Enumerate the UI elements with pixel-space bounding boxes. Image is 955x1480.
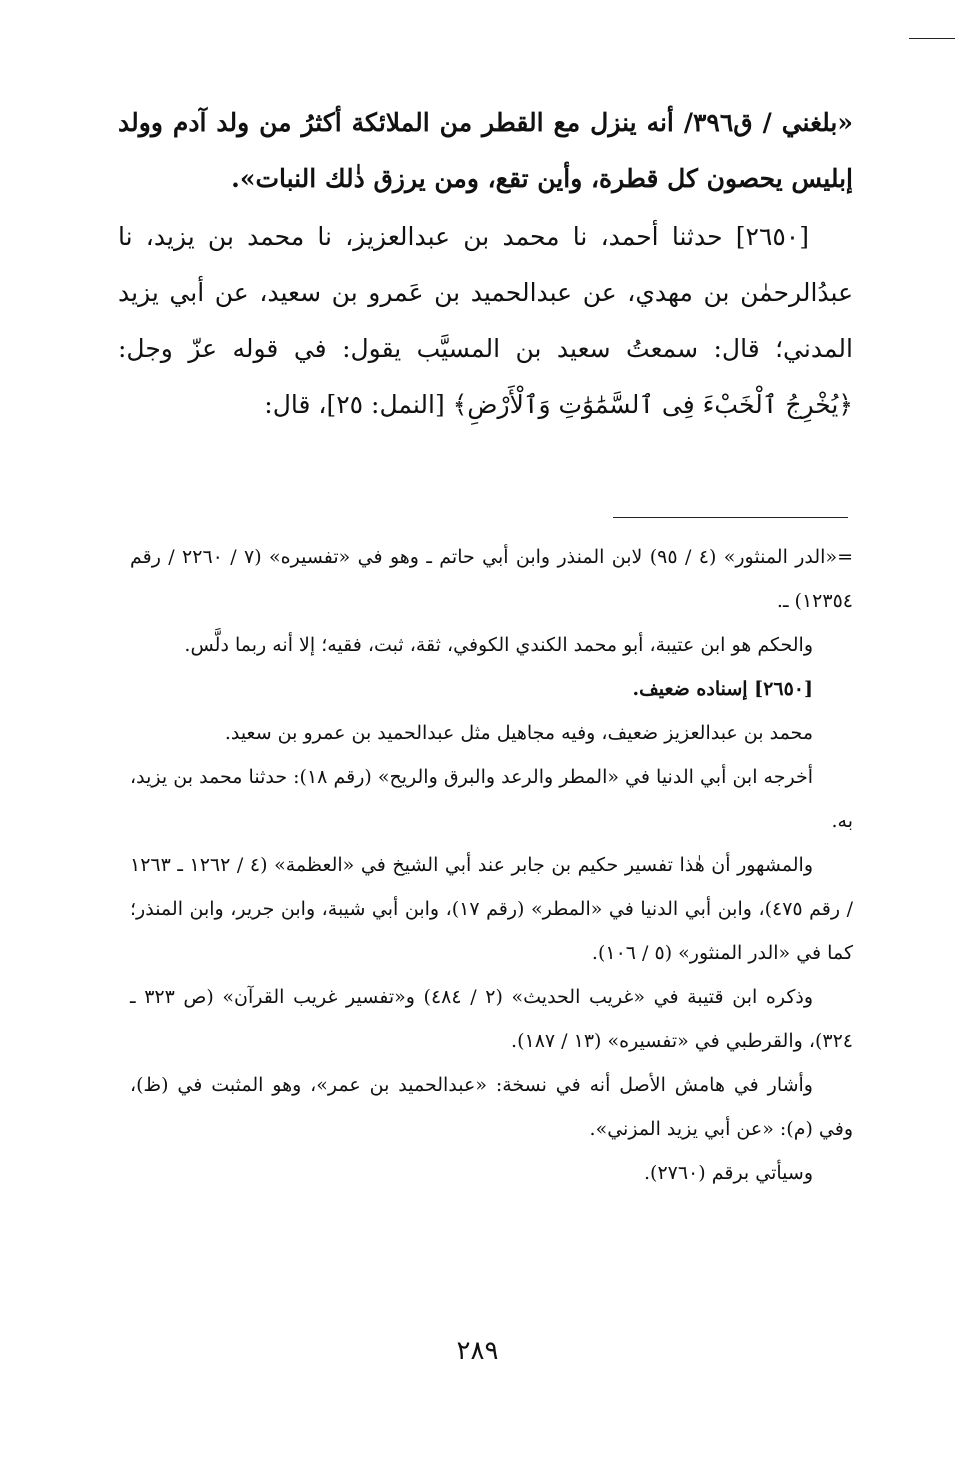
footnote-line: وسيأتي برقم (٢٧٦٠). (643, 1162, 813, 1184)
quote-paragraph: «بلغني / ق٣٩٦/ أنه ينزل مع القطر من الملائكة أكثرُ من ولد آدم وولد إبليس يحصون كل قطرة، وأين تقع، ومن يرزق ذٰلك النبات». (118, 108, 853, 193)
page-number: ٢٨٩ (456, 1336, 499, 1366)
footnote-separator (613, 517, 848, 518)
footnote-line: محمد بن عبدالعزيز ضعيف، وفيه مجاهيل مثل عبدالحميد بن عمرو بن سعيد. (224, 722, 813, 744)
footnote-line: والمشهور أن هٰذا تفسير حكيم بن جابر عند أبي الشيخ في «العظمة» (٤ / ١٢٦٢ ـ ١٢٦٣ / رقم ٤٧٥)، وابن أبي الدنيا في «المطر» (رقم ١٧)، وابن أبي شيبة، وابن جرير، وابن المنذر؛ كما في «الدر المنثور» (٥ / ١٠٦). (130, 854, 854, 964)
header-rule (909, 38, 955, 39)
footnote-line: وذكره ابن قتيبة في «غريب الحديث» (٢ / ٤٨٤) و«تفسير غريب القرآن» (ص ٣٢٣ ـ ٣٢٤)، والقرطبي في «تفسيره» (١٣ / ١٨٧). (130, 986, 853, 1052)
footnote-line: وأشار في هامش الأصل أنه في نسخة: «عبدالحميد بن عمر»، وهو المثبت في (ظ)، وفي (م): «عن أبي يزيد المزني». (130, 1074, 853, 1140)
hadith-text: حدثنا أحمد، نا محمد بن عبدالعزيز، نا محمد بن يزيد، نا عبدُالرحمٰن بن مهدي، عن عبدالحميد بن عَمرو بن سعيد، عن أبي يزيد المدني؛ قال: سمعتُ سعيد بن المسيَّب يقول: في قوله عزّ وجل: ﴿يُخْرِجُ ٱلْخَبْءَ فِى ٱلسَّمَٰوَٰتِ وَٱلْأَرْضِ﴾ [النمل: ٢٥]، قال: (118, 222, 853, 419)
footnote-line: =«الدر المنثور» (٤ / ٩٥) لابن المنذر وابن أبي حاتم ـ وهو في «تفسيره» (٧ / ٢٢٦٠ / رقم ١٢٣٥٤) ـ. (130, 546, 854, 612)
hadith-number: [٢٦٥٠] (735, 222, 809, 251)
footnote-line: أخرجه ابن أبي الدنيا في «المطر والرعد والبرق والريح» (رقم ١٨): حدثنا محمد بن يزيد، به. (130, 766, 853, 832)
main-text (118, 95, 853, 433)
footnote-line: والحكم هو ابن عتيبة، أبو محمد الكندي الكوفي، ثقة، ثبت، فقيه؛ إلا أنه ربما دلَّس. (184, 634, 813, 656)
footnote-heading: [٢٦٥٠] إسناده ضعيف. (632, 678, 813, 700)
footnotes (130, 535, 853, 1195)
hadith-paragraph (118, 209, 853, 433)
